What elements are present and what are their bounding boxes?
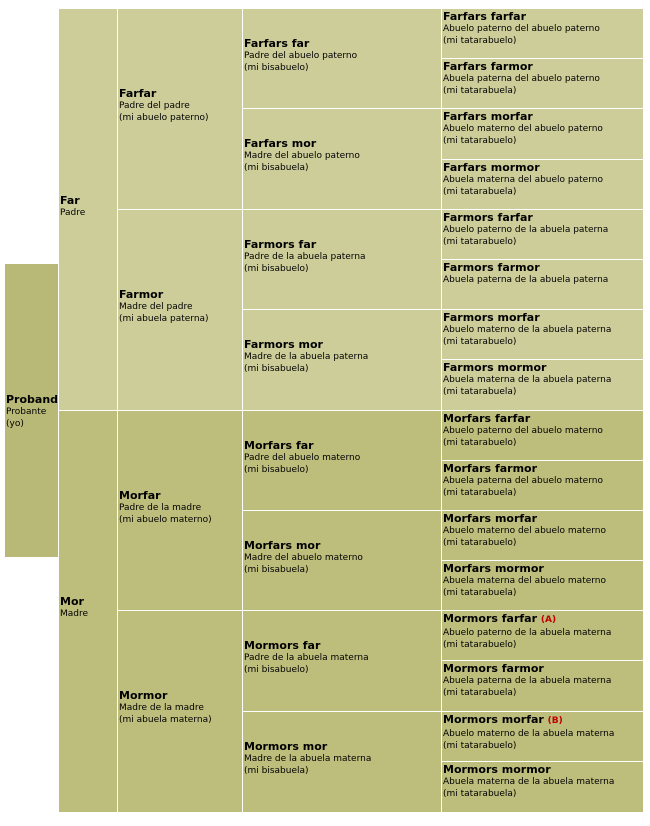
person-relation: Abuela paterna de la abuela paterna [443, 275, 609, 285]
person-relation-note: (mi bisabuela) [244, 766, 309, 776]
person-name [244, 439, 360, 452]
person-name-text: Farmors morfar [443, 311, 540, 324]
person-relation: Padre del abuelo paterno [244, 51, 358, 61]
great-great-grandparent-cell[interactable] [442, 59, 643, 109]
person-name-text: Morfars far [244, 439, 314, 452]
person-name [443, 311, 611, 324]
row-divider [442, 711, 643, 712]
person-relation: Madre del abuelo materno [244, 553, 363, 563]
person-name-text: Mormors far [244, 639, 321, 652]
person-name [60, 595, 88, 608]
person-name-text: Farfars morfar [443, 110, 533, 123]
person-relation-note: (mi tatarabuelo) [443, 438, 517, 448]
row-divider [442, 58, 643, 59]
person-text [443, 110, 603, 147]
person-name [443, 161, 603, 174]
great-great-grandparent-cell[interactable] [442, 360, 643, 411]
person-relation: Abuela materna de la abuela materna [443, 777, 615, 787]
person-relation: Padre del padre [119, 101, 190, 111]
grandparent-cell[interactable] [118, 9, 242, 210]
person-name-text: Farmors mor [244, 338, 323, 351]
row-divider [442, 159, 643, 160]
person-text [443, 612, 611, 651]
person-relation-note: (mi tatarabuela) [443, 187, 517, 197]
person-relation-note: (mi bisabuelo) [244, 264, 309, 274]
person-text [443, 412, 603, 449]
person-relation-note: (mi tatarabuela) [443, 387, 517, 397]
row-divider [442, 108, 643, 109]
person-name-text: Morfars morfar [443, 512, 538, 525]
reference-mark: (B) [547, 716, 563, 726]
person-name [443, 462, 603, 475]
great-grandparent-cell[interactable] [243, 611, 441, 712]
person-relation-note: (mi tatarabuela) [443, 488, 517, 498]
person-name-text: Mormors mor [244, 740, 328, 753]
person-name-text: Farmors farmor [443, 261, 540, 274]
person-relation-note: (mi bisabuelo) [244, 665, 309, 675]
person-relation-note: (yo) [6, 419, 24, 429]
person-relation: Madre de la madre [119, 703, 204, 713]
great-great-grandparent-cell[interactable] [442, 461, 643, 511]
great-grandparent-cell[interactable] [243, 310, 441, 411]
row-divider [442, 259, 643, 260]
reference-mark: (A) [540, 615, 557, 625]
person-text [443, 562, 606, 599]
person-name [443, 60, 600, 73]
person-relation: Madre del abuelo paterno [244, 151, 360, 161]
person-text [443, 311, 611, 348]
person-name [443, 662, 611, 675]
grandparent-cell[interactable] [118, 411, 242, 611]
row-divider [442, 309, 643, 310]
great-great-grandparent-cell[interactable] [442, 160, 643, 210]
person-name [119, 87, 209, 100]
person-text [443, 60, 600, 97]
person-text [443, 211, 608, 248]
great-great-grandparent-cell[interactable] [442, 260, 643, 310]
person-name [443, 211, 608, 224]
person-name-text: Farfars far [244, 37, 310, 50]
row-divider [442, 560, 643, 561]
person-name [443, 512, 606, 525]
person-name-text: Farmors farfar [443, 211, 533, 224]
person-name-text: Mormors farfar [443, 612, 538, 625]
person-name [443, 110, 603, 123]
person-name-text: Morfar [119, 489, 161, 502]
person-relation: Abuelo paterno del abuelo materno [443, 426, 603, 436]
parent-cell[interactable] [59, 411, 117, 812]
person-name [119, 489, 212, 502]
person-name [119, 689, 212, 702]
person-name [443, 361, 611, 374]
person-text [443, 261, 608, 286]
person-relation: Madre [60, 609, 89, 619]
row-divider [442, 460, 643, 461]
person-relation: Madre del padre [119, 302, 193, 312]
row-divider [442, 209, 643, 210]
person-relation-note: (mi tatarabuelo) [443, 136, 517, 146]
person-text [443, 361, 611, 398]
person-relation-note: (mi tatarabuela) [443, 588, 517, 598]
person-name [244, 137, 360, 150]
person-name-text: Farfar [119, 87, 157, 100]
person-relation: Abuelo paterno de la abuela paterna [443, 225, 609, 235]
person-name-text: Farmors far [244, 238, 317, 251]
person-name-text: Mormors morfar [443, 713, 544, 726]
person-name [244, 740, 371, 753]
person-relation: Padre de la madre [119, 503, 202, 513]
person-name [244, 338, 368, 351]
great-grandparent-cell[interactable] [243, 712, 441, 812]
person-text [443, 662, 611, 699]
person-relation-note: (mi tatarabuelo) [443, 237, 517, 247]
person-text [244, 539, 363, 576]
person-relation-note: (mi tatarabuela) [443, 86, 517, 96]
person-relation-note: (mi bisabuela) [244, 565, 309, 575]
person-name [443, 10, 600, 23]
great-great-grandparent-cell[interactable] [442, 109, 643, 160]
person-name-text: Mormor [119, 689, 168, 702]
person-relation-note: (mi tatarabuelo) [443, 337, 517, 347]
person-name [443, 612, 611, 627]
person-relation: Abuelo paterno del abuelo paterno [443, 24, 600, 34]
person-relation: Abuelo materno de la abuela paterna [443, 325, 612, 335]
person-name [6, 393, 58, 406]
person-name-text: Morfars mor [244, 539, 321, 552]
person-text [6, 393, 58, 430]
person-relation: Madre de la abuela paterna [244, 352, 369, 362]
person-name [443, 412, 603, 425]
person-text [119, 288, 209, 325]
person-relation-note: (mi abuela materna) [119, 715, 212, 725]
great-great-grandparent-cell[interactable] [442, 762, 643, 812]
person-name [443, 562, 606, 575]
person-text [244, 137, 360, 174]
person-text [244, 238, 366, 275]
person-name [244, 238, 366, 251]
person-relation: Abuela paterna del abuelo paterno [443, 74, 600, 84]
person-name [244, 639, 369, 652]
great-great-grandparent-cell[interactable] [442, 411, 643, 461]
person-relation: Padre del abuelo materno [244, 453, 361, 463]
person-relation: Abuelo paterno de la abuela materna [443, 628, 612, 638]
person-relation-note: (mi tatarabuelo) [443, 640, 517, 650]
row-divider [442, 660, 643, 661]
person-relation-note: (mi bisabuela) [244, 364, 309, 374]
person-name-text: Proband [6, 393, 58, 406]
person-text [244, 338, 368, 375]
great-grandparent-cell[interactable] [243, 411, 441, 511]
person-name [443, 713, 614, 728]
row-divider [442, 359, 643, 360]
person-name-text: Morfars farfar [443, 412, 531, 425]
person-text [244, 740, 371, 777]
person-relation: Abuelo materno del abuelo paterno [443, 124, 603, 134]
person-relation-note: (mi tatarabuela) [443, 688, 517, 698]
great-grandparent-cell[interactable] [243, 109, 441, 210]
person-text [60, 194, 85, 219]
person-text [244, 37, 357, 74]
row-divider [442, 610, 643, 611]
person-relation: Padre de la abuela materna [244, 653, 369, 663]
person-text [244, 639, 369, 676]
person-relation: Madre de la abuela materna [244, 754, 372, 764]
person-relation: Abuela materna del abuelo paterno [443, 175, 603, 185]
person-name-text: Far [60, 194, 80, 207]
person-name-text: Mor [60, 595, 84, 608]
person-relation: Abuelo materno de la abuela materna [443, 729, 615, 739]
person-text [119, 689, 212, 726]
person-relation-note: (mi tatarabuela) [443, 789, 517, 799]
person-relation-note: (mi bisabuela) [244, 163, 309, 173]
person-text [60, 595, 88, 620]
person-relation: Abuela materna de la abuela paterna [443, 375, 612, 385]
person-relation-note: (mi bisabuelo) [244, 63, 309, 73]
person-name-text: Mormors mormor [443, 763, 551, 776]
person-name-text: Farfars mor [244, 137, 317, 150]
great-great-grandparent-cell[interactable] [442, 210, 643, 260]
person-relation: Probante [6, 407, 47, 417]
great-grandparent-cell[interactable] [243, 511, 441, 611]
person-name [443, 763, 614, 776]
great-great-grandparent-cell[interactable] [442, 611, 643, 661]
person-relation: Padre de la abuela paterna [244, 252, 366, 262]
person-name [244, 37, 357, 50]
row-divider [442, 761, 643, 762]
proband-cell[interactable] [5, 264, 58, 557]
great-grandparent-cell[interactable] [243, 210, 441, 310]
person-name-text: Mormors farmor [443, 662, 544, 675]
person-relation-note: (mi abuelo materno) [119, 515, 212, 525]
great-great-grandparent-cell[interactable] [442, 661, 643, 712]
person-name [443, 261, 608, 274]
person-relation: Abuela paterna de la abuela materna [443, 676, 612, 686]
person-name-text: Farfars mormor [443, 161, 540, 174]
grandparent-cell[interactable] [118, 611, 242, 812]
great-great-grandparent-cell[interactable] [442, 561, 643, 611]
person-relation-note: (mi abuelo paterno) [119, 113, 209, 123]
person-relation-note: (mi bisabuelo) [244, 465, 309, 475]
person-text [443, 462, 603, 499]
person-relation: Padre [60, 208, 86, 218]
person-name-text: Farfars farfar [443, 10, 526, 23]
person-relation-note: (mi tatarabuelo) [443, 36, 517, 46]
great-great-grandparent-cell[interactable] [442, 310, 643, 360]
person-text [443, 10, 600, 47]
person-text [443, 713, 614, 752]
parent-cell[interactable] [59, 9, 117, 411]
great-great-grandparent-cell[interactable] [442, 9, 643, 59]
person-relation-note: (mi tatarabuelo) [443, 741, 517, 751]
person-name-text: Morfars farmor [443, 462, 538, 475]
great-great-grandparent-cell[interactable] [442, 712, 643, 762]
person-text [244, 439, 360, 476]
person-relation: Abuela paterna del abuelo materno [443, 476, 603, 486]
person-relation-note: (mi tatarabuelo) [443, 538, 517, 548]
person-name [119, 288, 209, 301]
person-text [119, 87, 209, 124]
row-divider [442, 510, 643, 511]
great-great-grandparent-cell[interactable] [442, 511, 643, 561]
person-name-text: Farfars farmor [443, 60, 533, 73]
person-text [443, 161, 603, 198]
person-relation: Abuelo materno del abuelo materno [443, 526, 606, 536]
person-name [60, 194, 85, 207]
great-grandparent-cell[interactable] [243, 9, 441, 109]
person-name-text: Farmors mormor [443, 361, 547, 374]
person-text [119, 489, 212, 526]
person-relation: Abuela materna del abuelo materno [443, 576, 607, 586]
row-divider [442, 410, 643, 411]
person-name-text: Morfars mormor [443, 562, 544, 575]
person-relation-note: (mi abuela paterna) [119, 314, 209, 324]
person-text [443, 763, 614, 800]
person-name-text: Farmor [119, 288, 164, 301]
person-text [443, 512, 606, 549]
person-name [244, 539, 363, 552]
grandparent-cell[interactable] [118, 210, 242, 411]
